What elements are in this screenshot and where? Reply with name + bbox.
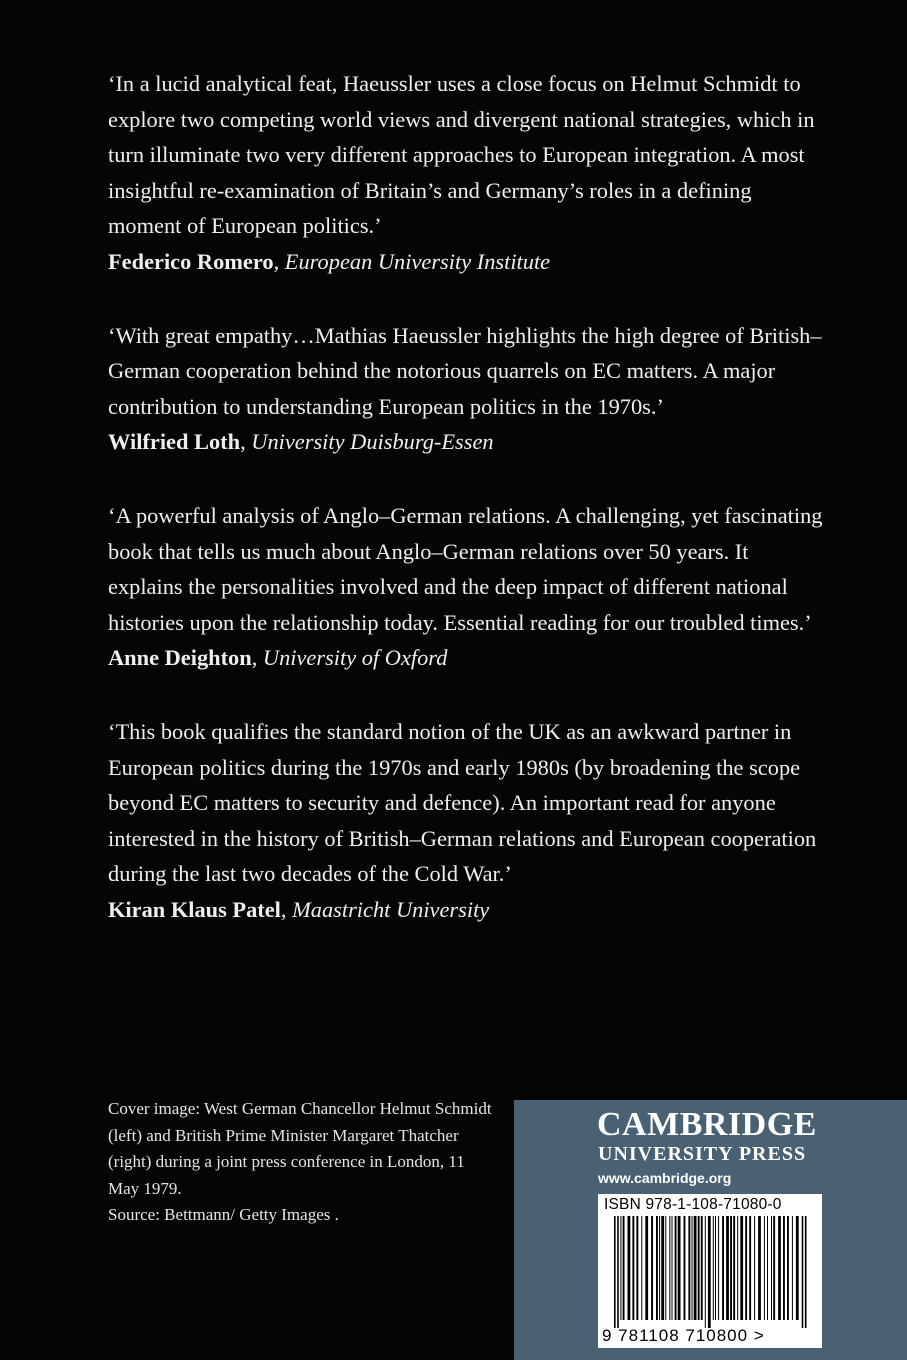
barcode-bar (632, 1216, 634, 1320)
publisher-name: CAMBRIDGE (597, 1106, 817, 1143)
barcode-bar (805, 1216, 807, 1328)
author-name: Wilfried Loth (108, 429, 241, 455)
quote-text: ‘A powerful analysis of Anglo–German relations. A challenging, yet fascinating book that tells us much about Anglo–German relations over 50 years. It explains the personalities involved and the deep impact of different national histories upon the relationship today. Essential reading for our troubled times.’ (108, 502, 823, 635)
barcode-bar (641, 1216, 642, 1320)
barcode-bar (665, 1216, 666, 1320)
barcode-bar (692, 1216, 693, 1320)
barcode-bar (787, 1216, 789, 1320)
barcode-bar (620, 1216, 621, 1320)
cover-image-caption (108, 1096, 498, 1229)
barcode-bar (713, 1216, 714, 1320)
barcode-bar (778, 1216, 781, 1320)
barcode-bar (771, 1216, 772, 1320)
quote-text: ‘In a lucid analytical feat, Haeussler uses a close focus on Helmut Schmidt to explore two competing world views and divergent national strategies, which in turn illuminate two very different approaches to European integration. A most insightful re-examination of Britain’s and Germany’s roles in a defining moment of European politics.’ (108, 71, 815, 239)
barcode-bar (636, 1216, 638, 1320)
barcode-bar (701, 1216, 703, 1320)
barcode-bar (678, 1216, 681, 1320)
caption-source: Source: Bettmann/ Getty Images . (108, 1205, 339, 1224)
endorsement-2 (108, 318, 828, 460)
barcode-bar (718, 1216, 719, 1320)
barcode-bar (730, 1216, 732, 1320)
endorsement-3 (108, 498, 828, 676)
author-institution: Maastricht University (292, 896, 490, 922)
barcode-bar (651, 1216, 653, 1320)
barcode-bar (675, 1216, 677, 1320)
author-institution: University Duisburg-Essen (251, 429, 494, 455)
caption-text: Cover image: West German Chancellor Helmut Schmidt (left) and British Prime Minister Margaret Thatcher (right) during a joint press conference in London, 11 May 1979. (108, 1099, 492, 1198)
isbn-text: ISBN 978-1-108-71080-0 (604, 1196, 782, 1213)
quote-text: ‘This book qualifies the standard notion of the UK as an awkward partner in European politics during the 1970s and early 1980s (by broadening the scope beyond EC matters to security and defence). An important read for anyone interested in the history of British–German relations and European cooperation during the last two decades of the Cold War.’ (108, 718, 817, 887)
author-name: Kiran Klaus Patel (108, 896, 281, 922)
barcode-bar (773, 1216, 775, 1320)
barcode-bar (645, 1216, 648, 1320)
barcode-bar (758, 1216, 761, 1320)
barcode-bar (783, 1216, 785, 1320)
barcode-bar (802, 1216, 804, 1328)
barcode-bar (745, 1216, 747, 1320)
barcode-bar (614, 1216, 616, 1328)
publisher-press: UNIVERSITY PRESS (598, 1143, 807, 1165)
publisher-panel (514, 1100, 907, 1360)
author-name: Federico Romero (108, 248, 274, 274)
barcode-bar (708, 1216, 711, 1328)
barcode-bar (722, 1216, 724, 1320)
endorsement-4 (108, 714, 828, 928)
barcode-bar (672, 1216, 673, 1320)
barcode-bar (661, 1216, 664, 1320)
barcode-bar (792, 1216, 793, 1320)
barcode-bar (617, 1216, 619, 1328)
barcode-bar (737, 1216, 738, 1320)
author-institution: European University Institute (284, 248, 551, 274)
barcode-bar (796, 1216, 799, 1320)
barcode-bar (694, 1216, 697, 1320)
barcode-bar (733, 1216, 735, 1320)
barcode-bar (688, 1216, 690, 1320)
barcode-bars (602, 1216, 818, 1328)
barcode-bar (767, 1216, 768, 1320)
endorsements (108, 66, 828, 965)
author-name: Anne Deighton (108, 645, 252, 671)
barcode-bar (726, 1216, 729, 1320)
quote-text: ‘With great empathy…Mathias Haeussler highlights the high degree of British–German cooperation behind the notorious quarrels on EC matters. A major contribution to understanding European politics in the 1970s.’ (108, 322, 822, 419)
barcode-bar (754, 1216, 755, 1320)
quote-attribution: Anne Deighton, University of Oxford (108, 645, 448, 671)
barcode-bar (623, 1216, 625, 1320)
endorsement-1 (108, 66, 828, 280)
quote-attribution: Wilfried Loth, University Duisburg-Essen (108, 429, 494, 455)
barcode-digits: 9 781108 710800 > (602, 1326, 765, 1345)
barcode-bar (628, 1216, 631, 1320)
barcode-bar (684, 1216, 686, 1320)
author-institution: University of Oxford (262, 645, 448, 671)
isbn-barcode (598, 1194, 822, 1348)
quote-attribution: Kiran Klaus Patel, Maastricht University (108, 896, 490, 922)
barcode-bar (749, 1216, 751, 1320)
barcode-bar (656, 1216, 658, 1320)
publisher-url: www.cambridge.org (598, 1170, 732, 1186)
barcode-bar (715, 1216, 716, 1320)
barcode-bar (659, 1216, 660, 1320)
barcode-bar (740, 1216, 743, 1320)
barcode-bar (705, 1216, 706, 1328)
barcode-bar (669, 1216, 670, 1320)
barcode-bar (698, 1216, 700, 1320)
quote-attribution: Federico Romero, European University Institute (108, 248, 551, 274)
barcode-bar (764, 1216, 765, 1320)
